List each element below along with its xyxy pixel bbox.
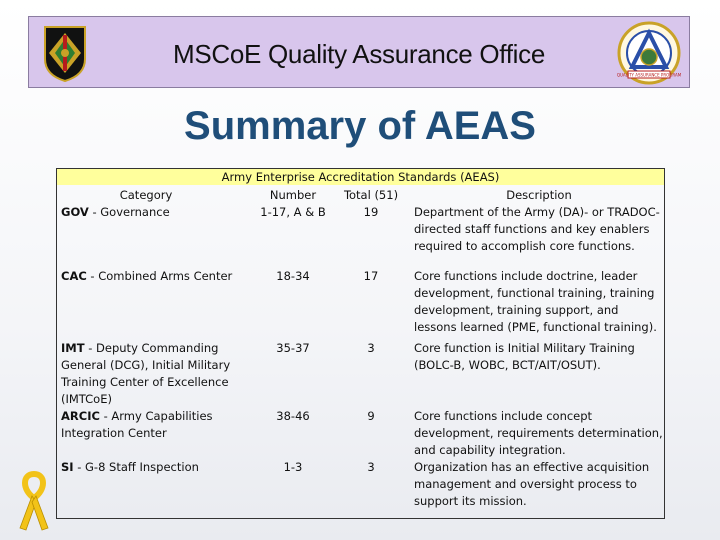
table-row-number: 35-37 bbox=[276, 341, 310, 355]
banner-title: MSCoE Quality Assurance Office bbox=[172, 39, 545, 69]
table-row-category: IMT - Deputy Commanding General (DCG), Initial Military Training Center of Excellence (IMTCoE) bbox=[61, 341, 231, 406]
qa-program-seal-icon bbox=[616, 21, 682, 85]
yellow-ribbon-icon bbox=[14, 470, 54, 532]
table-row-category: GOV - Governance bbox=[61, 205, 170, 219]
table-row-number: 38-46 bbox=[276, 409, 310, 423]
column-header-description: Description bbox=[506, 188, 572, 202]
table-row-category: CAC - Combined Arms Center bbox=[61, 269, 233, 283]
slide-title: Summary of AEAS bbox=[184, 104, 536, 148]
table-row-total: 17 bbox=[363, 269, 379, 283]
table-row-description: Core functions include concept development, requirements determination, and capability integration. bbox=[414, 409, 663, 457]
header-banner bbox=[28, 16, 690, 88]
table-row-number: 18-34 bbox=[276, 269, 310, 283]
table-row-number: 1-3 bbox=[283, 460, 303, 474]
table-row-total: 19 bbox=[363, 205, 379, 219]
table-row-total: 3 bbox=[367, 460, 375, 474]
table-row-description: Core functions include doctrine, leader development, functional training, training development, training support, and lessons learned (PME, functional training). bbox=[414, 269, 657, 334]
column-header-category: Category bbox=[119, 188, 173, 202]
table-super-header: Army Enterprise Accreditation Standards (AEAS) bbox=[221, 170, 500, 184]
table-row-category: SI - G-8 Staff Inspection bbox=[61, 460, 199, 474]
table-row-description: Department of the Army (DA)- or TRADOC-directed staff functions and key enablers required to accomplish core functions. bbox=[414, 205, 660, 253]
table-row-category: ARCIC - Army Capabilities Integration Center bbox=[61, 409, 213, 440]
table-row-total: 3 bbox=[367, 341, 375, 355]
column-header-total: Total (51) bbox=[343, 188, 399, 202]
table-row-total: 9 bbox=[367, 409, 375, 423]
aeas-summary-table bbox=[56, 168, 665, 519]
table-row-description: Core function is Initial Military Training (BOLC-B, WOBC, BCT/AIT/OSUT). bbox=[414, 341, 635, 372]
column-header-number: Number bbox=[269, 188, 317, 202]
table-row-number: 1-17, A & B bbox=[260, 205, 326, 219]
table-row-description: Organization has an effective acquisition management and oversight process to support its mission. bbox=[414, 460, 650, 508]
qa-seal-text: QUALITY ASSURANCE PROGRAM bbox=[616, 72, 682, 78]
